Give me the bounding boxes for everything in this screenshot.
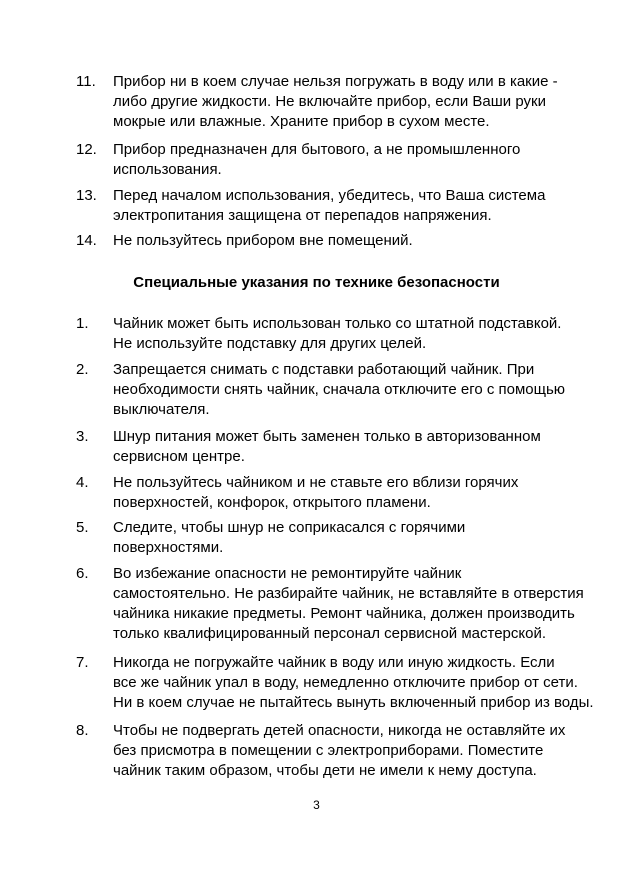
item-line: Запрещается снимать с подставки работающий чайник. При (113, 361, 535, 378)
item-text (113, 518, 603, 558)
item-text (113, 721, 603, 781)
item-text (113, 360, 603, 420)
item-number: 11. (76, 73, 96, 90)
item-number: 3. (76, 428, 89, 445)
item-line: Чайник может быть использован только со штатной подставкой. (113, 315, 562, 332)
item-line: поверхностей, конфорок, открытого пламени. (113, 494, 431, 511)
item-line: Шнур питания может быть заменен только в авторизованном (113, 428, 541, 445)
item-number: 7. (76, 654, 89, 671)
item-text (113, 427, 603, 467)
item-line: Прибор предназначен для бытового, а не промышленного (113, 141, 521, 158)
item-line: сервисном центре. (113, 448, 245, 465)
item-line: либо другие жидкости. Не включайте прибор, если Ваши руки (113, 93, 546, 110)
item-line: выключателя. (113, 401, 210, 418)
item-number: 6. (76, 565, 89, 582)
item-text (113, 564, 603, 644)
item-line: поверхностями. (113, 539, 224, 556)
item-line: все же чайник упал в воду, немедленно отключите прибор от сети. (113, 674, 578, 691)
item-line: Ни в коем случае не пытайтесь вынуть включенный прибор из воды. (113, 694, 594, 711)
item-text (113, 473, 603, 513)
item-line: чайника никакие предметы. Ремонт чайника, должен производить (113, 605, 575, 622)
item-line: Не пользуйтесь прибором вне помещений. (113, 232, 413, 249)
item-text (113, 140, 603, 180)
item-text (113, 186, 603, 226)
item-number: 2. (76, 361, 89, 378)
page-number: 3 (313, 798, 320, 812)
item-line: самостоятельно. Не разбирайте чайник, не вставляйте в отверстия (113, 585, 584, 602)
item-line: мокрые или влажные. Храните прибор в сухом месте. (113, 113, 490, 130)
item-number: 4. (76, 474, 89, 491)
item-number: 13. (76, 187, 97, 204)
item-line: Чтобы не подвергать детей опасности, никогда не оставляйте их (113, 722, 566, 739)
item-number: 1. (76, 315, 89, 332)
section-heading: Специальные указания по технике безопасности (133, 274, 500, 291)
item-line: Во избежание опасности не ремонтируйте чайник (113, 565, 462, 582)
item-number: 14. (76, 232, 97, 249)
item-line: необходимости снять чайник, сначала отключите его с помощью (113, 381, 566, 398)
item-number: 8. (76, 722, 89, 739)
item-line: чайник таким образом, чтобы дети не имели к нему доступа. (113, 762, 537, 779)
item-line: без присмотра в помещении с электроприборами. Поместите (113, 742, 544, 759)
item-line: Никогда не погружайте чайник в воду или иную жидкость. Если (113, 654, 555, 671)
item-line: использования. (113, 161, 222, 178)
item-line: Прибор ни в коем случае нельзя погружать в воду или в какие - (113, 73, 558, 90)
item-text (113, 653, 603, 713)
item-number: 5. (76, 519, 89, 536)
item-text (113, 231, 603, 251)
item-line: Не используйте подставку для других целей. (113, 335, 427, 352)
item-line: Перед началом использования, убедитесь, что Ваша система (113, 187, 546, 204)
item-line: электропитания защищена от перепадов напряжения. (113, 207, 492, 224)
item-line: Следите, чтобы шнур не соприкасался с горячими (113, 519, 466, 536)
item-number: 12. (76, 141, 97, 158)
item-line: только квалифицированный персонал сервисной мастерской. (113, 625, 547, 642)
item-text (113, 314, 603, 354)
item-line: Не пользуйтесь чайником и не ставьте его вблизи горячих (113, 474, 519, 491)
item-text (113, 72, 603, 132)
